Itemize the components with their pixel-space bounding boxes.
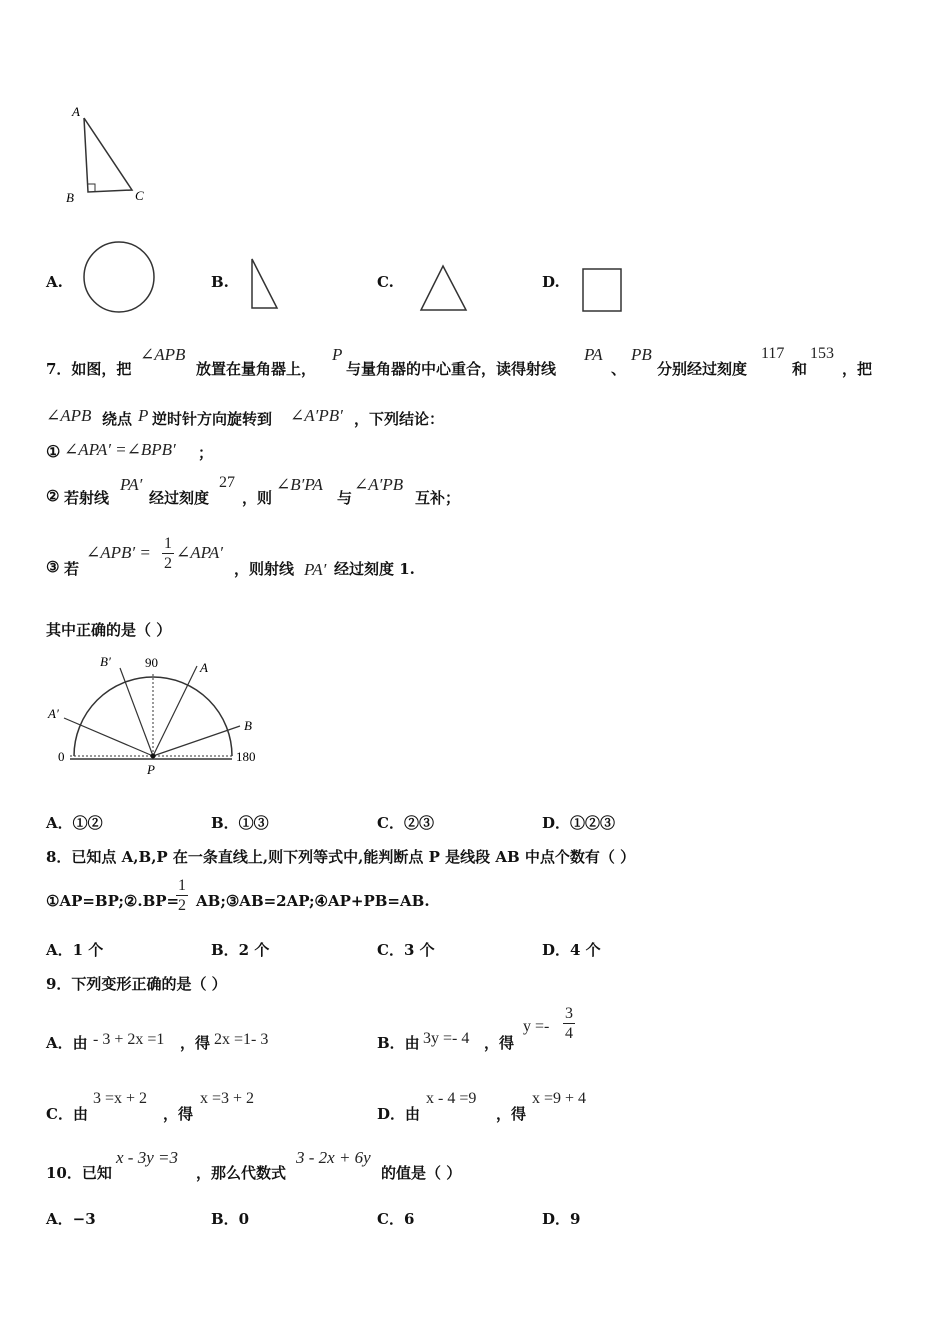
protractor-arc bbox=[74, 677, 232, 756]
q7-p: P bbox=[332, 345, 343, 364]
q10-text3: 的值是（ ） bbox=[381, 1164, 462, 1182]
label-a: A bbox=[72, 104, 80, 119]
q8-option-a[interactable]: A．1 个 bbox=[46, 941, 104, 959]
q9-c-text: ，得 bbox=[163, 1105, 194, 1123]
q9-b-fraction bbox=[563, 1006, 575, 1042]
q8-option-c[interactable]: C．3 个 bbox=[377, 941, 435, 959]
circle-shape bbox=[82, 240, 158, 316]
q8-conds-pre: ①AP=BP;②.BP= bbox=[46, 892, 180, 910]
c2-text5: 互补； bbox=[415, 489, 461, 507]
label-a-prime: A′ bbox=[48, 706, 59, 721]
label-b: B bbox=[66, 190, 74, 205]
c3-numerator: 1 bbox=[164, 535, 172, 552]
square-shape bbox=[580, 266, 624, 314]
triangle-shape bbox=[418, 263, 470, 313]
label-90: 90 bbox=[145, 655, 158, 670]
c2-value: 27 bbox=[219, 474, 235, 491]
q9-b-math2: y =- bbox=[523, 1018, 550, 1035]
q9-b-label[interactable]: B．由 bbox=[377, 1034, 420, 1052]
c2-mark: ② bbox=[46, 487, 60, 505]
c3-pa: PA′ bbox=[304, 560, 327, 579]
q7-text-and: 和 bbox=[792, 360, 808, 378]
protractor-figure bbox=[44, 650, 274, 780]
triangle-abc bbox=[84, 118, 132, 192]
q10-text1: 10．已知 bbox=[46, 1164, 112, 1182]
q7-option-c[interactable]: C．②③ bbox=[377, 814, 434, 832]
q9-b-text: ，得 bbox=[484, 1034, 515, 1052]
q6-option-d-label[interactable]: D. bbox=[542, 273, 560, 291]
q8-conds-post: AB;③AB=2AP;④AP+PB=AB. bbox=[196, 892, 430, 910]
q7-option-b[interactable]: B．①③ bbox=[211, 814, 269, 832]
q10-option-b[interactable]: B．0 bbox=[211, 1210, 250, 1228]
q10-option-c[interactable]: C．6 bbox=[377, 1210, 415, 1228]
q9-b-denominator: 4 bbox=[565, 1025, 573, 1042]
q9-d-text: ，得 bbox=[496, 1105, 527, 1123]
q9-d-math2: x =9 + 4 bbox=[532, 1090, 587, 1107]
q7-option-d[interactable]: D．①②③ bbox=[542, 814, 616, 832]
q9-b-math1: 3y =- 4 bbox=[423, 1030, 470, 1047]
q7-text-center: 与量角器的中心重合，读得射线 bbox=[346, 360, 557, 378]
q9-d-label[interactable]: D．由 bbox=[377, 1105, 421, 1123]
c3-angle2: ∠APA′ bbox=[176, 543, 223, 562]
q8-stem: 8．已知点 A,B,P 在一条直线上,则下列等式中,能判断点 P 是线段 AB 中点个数有（ ） bbox=[46, 848, 636, 866]
q9-c-math2: x =3 + 2 bbox=[200, 1090, 255, 1107]
c3-angle1: ∠APB′ = bbox=[86, 543, 151, 562]
q7-line2-text1: 绕点 bbox=[102, 410, 133, 428]
q9-stem: 9．下列变形正确的是（ ） bbox=[46, 975, 227, 993]
ray-pb-prime bbox=[120, 668, 153, 756]
q10-math1: x - 3y =3 bbox=[116, 1148, 178, 1167]
c3-mark: ③ bbox=[46, 558, 60, 576]
q9-a-math2: 2x =1- 3 bbox=[214, 1031, 269, 1048]
q9-a-math1: - 3 + 2x =1 bbox=[93, 1031, 165, 1048]
c3-text3: 经过刻度 1. bbox=[334, 560, 415, 578]
q7-value-153: 153 bbox=[810, 345, 834, 362]
q9-c-math1: 3 =x + 2 bbox=[93, 1090, 148, 1107]
q10-text2: ，那么代数式 bbox=[196, 1164, 287, 1182]
q9-d-math1: x - 4 =9 bbox=[426, 1090, 477, 1107]
q7-line2-text2: 逆时针方向旋转到 bbox=[152, 410, 273, 428]
c2-text4: 与 bbox=[337, 489, 353, 507]
label-a: A bbox=[200, 660, 208, 675]
c3-text1: 若 bbox=[64, 560, 80, 578]
q7-line2-angle2: ∠A′PB′ bbox=[290, 406, 343, 425]
q10-math2: 3 - 2x + 6y bbox=[296, 1148, 371, 1167]
c2-text2: 经过刻度 bbox=[149, 489, 210, 507]
q8-fraction bbox=[176, 878, 188, 914]
q8-numerator: 1 bbox=[178, 877, 186, 894]
center-p bbox=[151, 754, 156, 759]
label-b-prime: B′ bbox=[100, 654, 111, 669]
q6-option-b-label[interactable]: B. bbox=[211, 273, 229, 291]
q7-sep: 、 bbox=[611, 360, 627, 378]
q6-option-c-label[interactable]: C. bbox=[377, 273, 394, 291]
q9-c-label[interactable]: C．由 bbox=[46, 1105, 88, 1123]
q10-option-a[interactable]: A．−3 bbox=[46, 1210, 96, 1228]
c1-math: ∠APA′ =∠BPB′ bbox=[64, 440, 176, 459]
q7-pb: PB bbox=[631, 345, 652, 364]
c1-mark: ① bbox=[46, 442, 61, 461]
c3-fraction bbox=[162, 536, 174, 572]
label-b: B bbox=[244, 718, 252, 733]
label-p: P bbox=[147, 762, 155, 777]
q7-intro: 7．如图，把 bbox=[46, 360, 132, 378]
q9-a-text: ，得 bbox=[180, 1034, 211, 1052]
q7-line2-angle: ∠APB bbox=[46, 406, 92, 425]
right-angle-mark bbox=[88, 184, 95, 191]
c3-text2: ，则射线 bbox=[234, 560, 295, 578]
c2-angle1: ∠B′PA bbox=[276, 475, 323, 494]
q9-b-numerator: 3 bbox=[565, 1005, 573, 1022]
right-triangle-shape bbox=[246, 256, 282, 312]
c2-text1: 若射线 bbox=[64, 489, 110, 507]
right-triangle-figure bbox=[60, 100, 160, 210]
q7-option-a[interactable]: A．①② bbox=[46, 814, 103, 832]
q9-a-label[interactable]: A．由 bbox=[46, 1034, 88, 1052]
q7-text-place: 放置在量角器上， bbox=[196, 360, 317, 378]
q8-option-d[interactable]: D．4 个 bbox=[542, 941, 601, 959]
c2-text3: ，则 bbox=[242, 489, 273, 507]
c3-denominator: 2 bbox=[164, 555, 172, 572]
label-c: C bbox=[135, 188, 144, 203]
c1-end: ； bbox=[198, 444, 214, 462]
q8-denominator: 2 bbox=[178, 897, 186, 914]
label-0: 0 bbox=[58, 749, 65, 764]
q7-question: 其中正确的是（ ） bbox=[46, 621, 172, 639]
q7-line2-text3: ，下列结论： bbox=[354, 410, 445, 428]
q7-value-117: 117 bbox=[761, 345, 785, 362]
q7-angle-apb: ∠APB bbox=[140, 345, 186, 364]
c2-angle2: ∠A′PB bbox=[354, 475, 404, 494]
q8-option-b[interactable]: B．2 个 bbox=[211, 941, 270, 959]
q7-line2-p: P bbox=[138, 406, 149, 425]
ray-pa-prime bbox=[64, 718, 153, 756]
q10-option-d[interactable]: D．9 bbox=[542, 1210, 581, 1228]
q7-text-ba: ，把 bbox=[842, 360, 873, 378]
q7-text-pass: 分别经过刻度 bbox=[657, 360, 748, 378]
c2-pa: PA′ bbox=[120, 475, 143, 494]
q7-pa: PA bbox=[584, 345, 603, 364]
label-180: 180 bbox=[236, 749, 256, 764]
q6-option-a-label[interactable]: A. bbox=[46, 273, 63, 291]
